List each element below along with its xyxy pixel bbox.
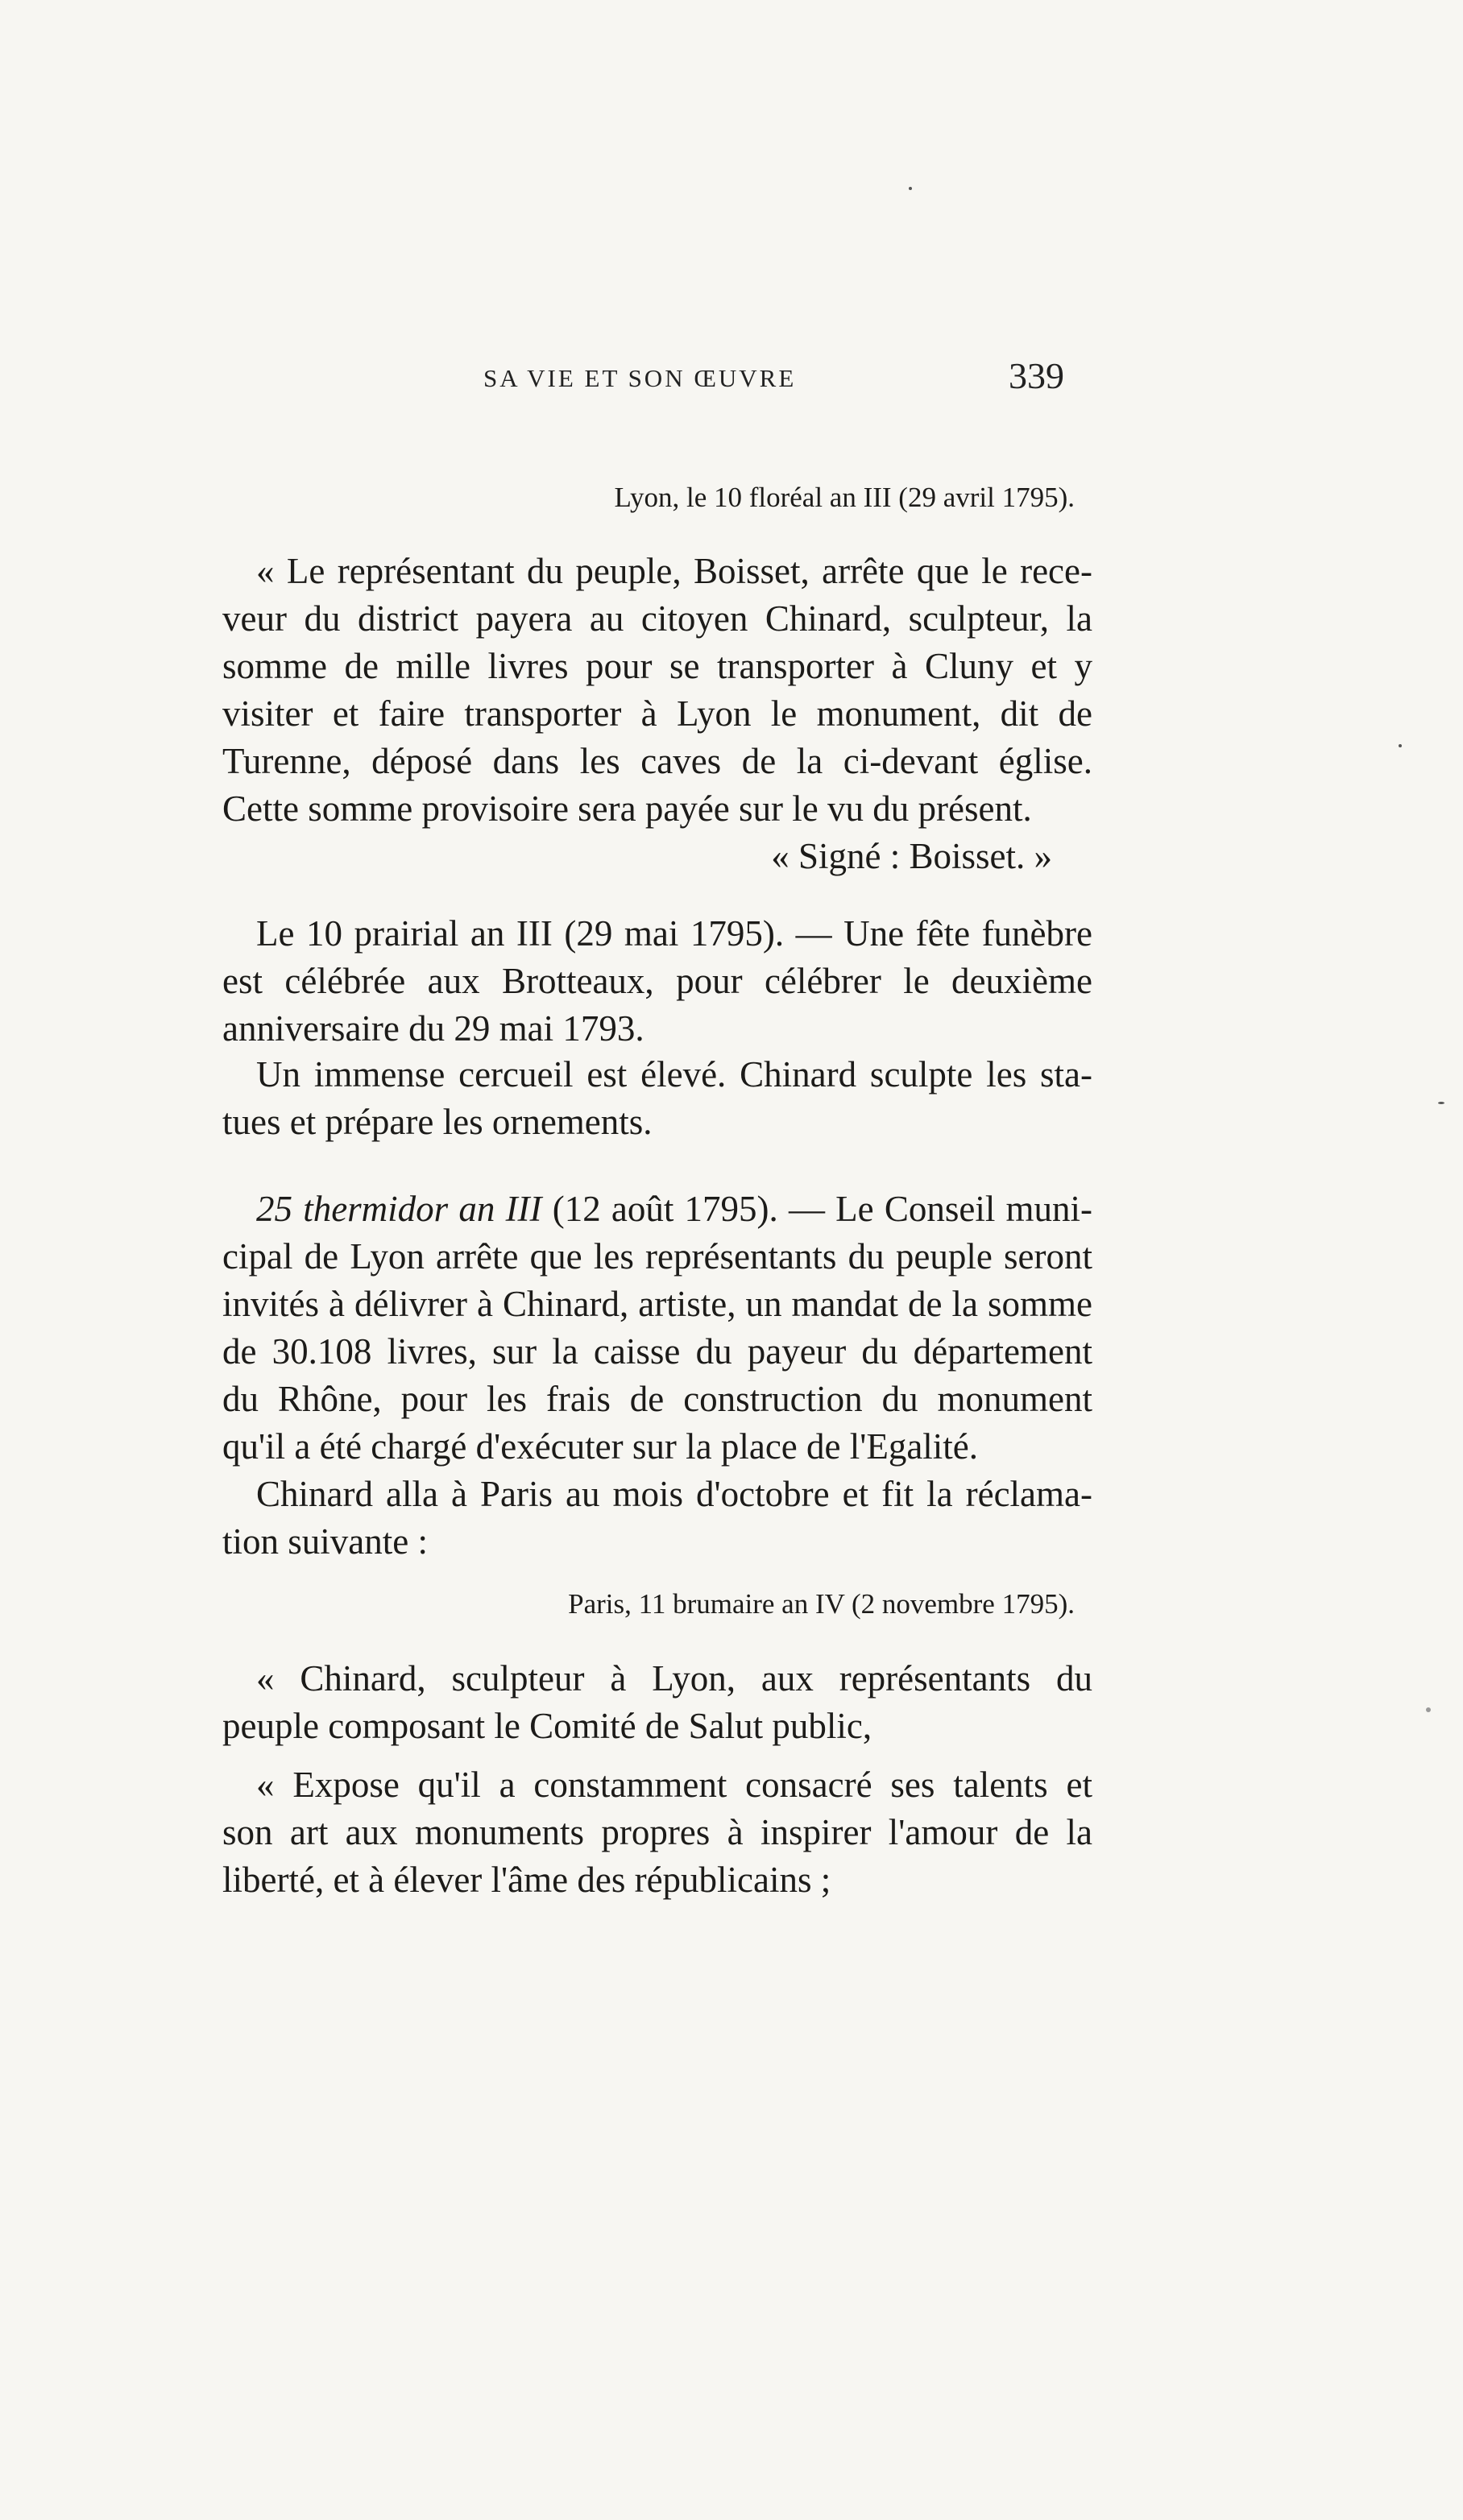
entry-line: tues et prépare les ornements. xyxy=(222,1102,653,1142)
scan-speck xyxy=(909,187,912,190)
petition-line: son art aux monuments propres à inspirer l'amour de la xyxy=(222,1812,1092,1852)
decree-line: somme de mille livres pour se transporter à Cluny et y xyxy=(222,646,1092,686)
entry-line: est célébrée aux Brotteaux, pour célébrer le deuxième xyxy=(222,961,1092,1001)
entry-line: Un immense cercueil est élevé. Chinard sculpte les sta- xyxy=(256,1054,1092,1094)
entry-line: du Rhône, pour les frais de construction du monument xyxy=(222,1379,1092,1419)
petition-line: « Expose qu'il a constamment consacré ses talents et xyxy=(256,1765,1092,1805)
dateline-text: Lyon, le 10 floréal an III (29 avril 1795). xyxy=(614,482,1075,513)
dateline-text: Paris, 11 brumaire an IV (2 novembre 1795). xyxy=(568,1588,1075,1620)
entry-prairial xyxy=(222,910,1092,1053)
page-number: 339 xyxy=(1009,355,1064,396)
decree-line: Turenne, déposé dans les caves de la ci-devant église. xyxy=(222,741,1092,781)
decree-signature: « Signé : Boisset. » xyxy=(771,836,1052,876)
running-title: SA VIE ET SON ŒUVRE xyxy=(483,364,797,392)
entry-paris xyxy=(222,1471,1092,1566)
entry-line: tion suivante : xyxy=(222,1521,428,1562)
petition-line: liberté, et à élever l'âme des républicains ; xyxy=(222,1860,831,1900)
entry-line: Chinard alla à Paris au mois d'octobre et fit la réclama- xyxy=(256,1474,1092,1514)
dateline-lyon xyxy=(222,474,1092,521)
entry-line: de 30.108 livres, sur la caisse du payeur du département xyxy=(222,1331,1092,1372)
petition-line: « Chinard, sculpteur à Lyon, aux représentants du xyxy=(256,1658,1092,1699)
petition-address xyxy=(222,1655,1092,1750)
entry-line: invités à délivrer à Chinard, artiste, un mandat de la somme xyxy=(222,1284,1092,1324)
entry-line xyxy=(222,1186,1092,1233)
entry-line-rest: (12 août 1795). — Le Conseil muni- xyxy=(541,1189,1092,1229)
scan-speck xyxy=(1438,1102,1444,1104)
decree-line: veur du district payera au citoyen Chinard, sculpteur, la xyxy=(222,598,1092,639)
decree-line: Cette somme provisoire sera payée sur le vu du présent. xyxy=(222,788,1032,829)
decree-line: « Le représentant du peuple, Boisset, arrête que le rece- xyxy=(256,551,1092,591)
entry-line: cipal de Lyon arrête que les représentants du peuple seront xyxy=(222,1236,1092,1277)
entry-thermidor xyxy=(222,1186,1092,1471)
entry-line: qu'il a été chargé d'exécuter sur la place de l'Egalité. xyxy=(222,1426,979,1467)
entry-line: anniversaire du 29 mai 1793. xyxy=(222,1008,644,1049)
decree-line: visiter et faire transporter à Lyon le monument, dit de xyxy=(222,693,1092,734)
entry-cercueil xyxy=(222,1051,1092,1146)
decree-boisset xyxy=(222,548,1092,880)
petition-line: peuple composant le Comité de Salut public, xyxy=(222,1706,872,1746)
entry-date-italic: 25 thermidor an III xyxy=(256,1189,542,1229)
entry-line: Le 10 prairial an III (29 mai 1795). — Une fête funèbre xyxy=(256,913,1092,954)
dateline-paris xyxy=(222,1580,1092,1628)
scan-speck xyxy=(1399,744,1402,747)
petition-expose xyxy=(222,1761,1092,1904)
scan-speck xyxy=(1426,1707,1431,1712)
